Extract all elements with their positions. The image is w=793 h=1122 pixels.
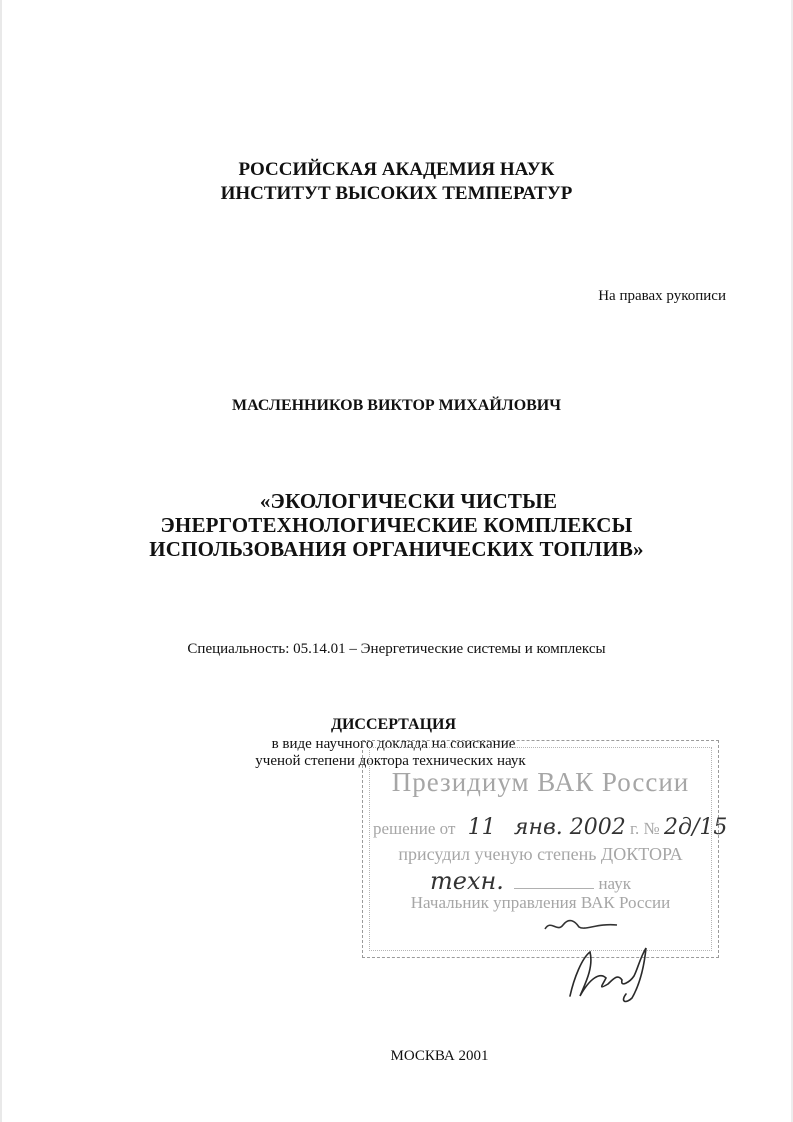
stamp-field-handwritten: техн.: [430, 867, 504, 895]
stamp-year-suffix: г. №: [629, 819, 660, 838]
stamp-line-decision: [363, 815, 728, 840]
title-line-2: ЭНЕРГОТЕХНОЛОГИЧЕСКИЕ КОМПЛЕКСЫ: [160, 513, 633, 537]
stamp-line-presidium: Президиум ВАК России: [391, 767, 690, 797]
dissertation-line-2: ученой степени доктора технических наук: [255, 753, 526, 769]
title-line-1: «ЭКОЛОГИЧЕСКИ ЧИСТЫЕ: [259, 489, 558, 513]
title-line-3: ИСПОЛЬЗОВАНИЯ ОРГАНИЧЕСКИХ ТОПЛИВ»: [149, 537, 644, 561]
stamp-line-field: [363, 867, 718, 895]
stamp-date-month: янв. 2002: [513, 815, 626, 840]
stamp-number: 2д/15: [664, 815, 728, 840]
author-signature: [560, 938, 660, 1008]
institution-academy: РОССИЙСКАЯ АКАДЕМИЯ НАУК: [238, 159, 555, 180]
footer-city-year: МОСКВА 2001: [390, 1048, 489, 1064]
vak-approval-stamp: [362, 740, 728, 958]
stamp-line-head: Начальник управления ВАК России: [410, 893, 671, 912]
dissertation-heading: ДИССЕРТАЦИЯ: [330, 716, 457, 733]
institution-institute: ИНСТИТУТ ВЫСОКИХ ТЕМПЕРАТУР: [220, 183, 573, 204]
stamp-decision-prefix: решение от: [373, 819, 456, 838]
stamp-line-degree: присудил ученую степень ДОКТОРА: [398, 844, 683, 864]
rights-note: На правах рукописи: [598, 288, 726, 304]
dissertation-line-1: в виде научного доклада на соискание: [271, 736, 516, 752]
stamp-date-day: 11: [467, 815, 496, 840]
stamp-signature: [541, 913, 621, 937]
specialty: Специальность: 05.14.01 – Энергетические системы и комплексы: [187, 641, 606, 657]
stamp-field-suffix: наук: [598, 874, 631, 893]
author-name: МАСЛЕННИКОВ ВИКТОР МИХАЙЛОВИЧ: [232, 397, 561, 414]
